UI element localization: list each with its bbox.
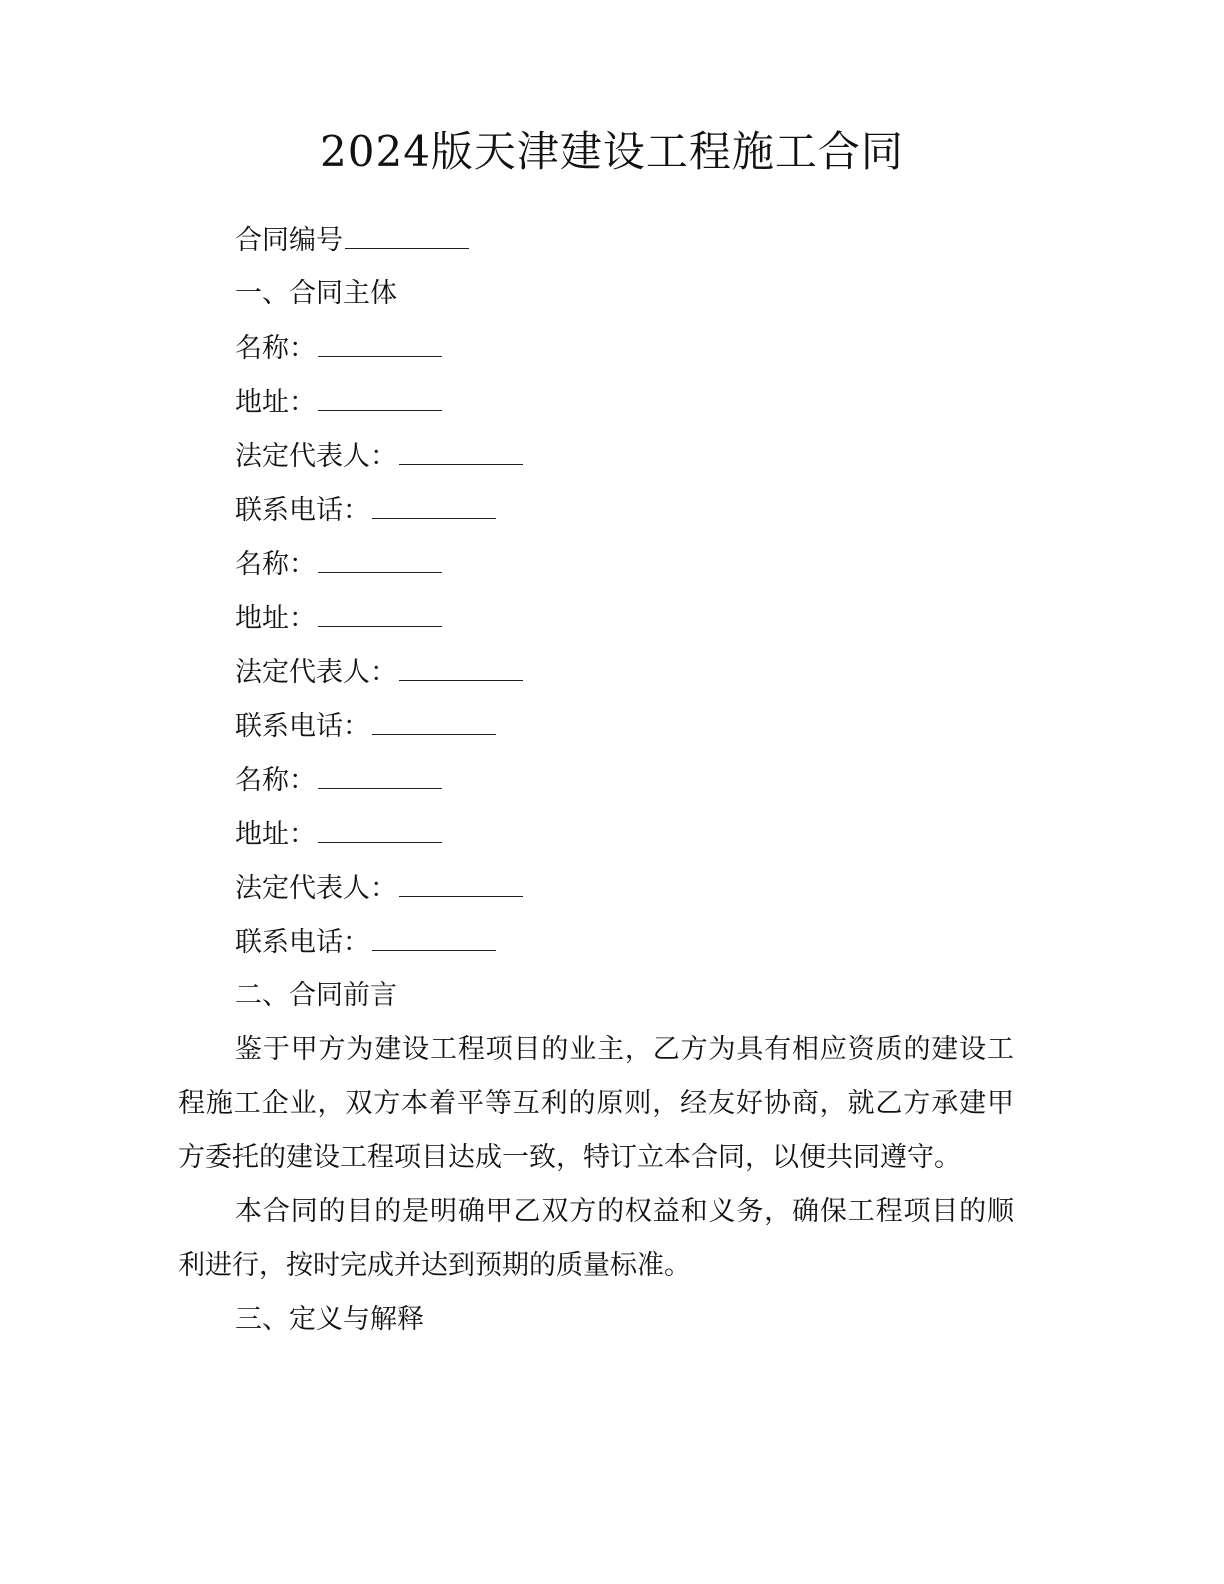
- section-heading-parties: 一、合同主体: [235, 278, 397, 309]
- party-3-legal-rep-label: 法定代表人：: [235, 873, 397, 904]
- party-2-address-blank[interactable]: [318, 600, 442, 627]
- contract-number-blank[interactable]: [345, 222, 469, 249]
- party-3-name-line: [235, 762, 442, 799]
- party-1-legal-rep-label: 法定代表人：: [235, 441, 397, 472]
- party-2-name-line: [235, 546, 442, 583]
- party-3-name-label: 名称：: [235, 765, 316, 796]
- party-3-phone-line: [235, 924, 496, 961]
- party-2-legal-rep-label: 法定代表人：: [235, 657, 397, 688]
- section-heading-preamble: 二、合同前言: [235, 980, 397, 1011]
- party-1-name-blank[interactable]: [318, 330, 442, 357]
- party-3-phone-blank[interactable]: [372, 924, 496, 951]
- party-3-name-blank[interactable]: [318, 762, 442, 789]
- document-title: 2024版天津建设工程施工合同: [320, 127, 904, 176]
- party-2-phone-blank[interactable]: [372, 708, 496, 735]
- party-1-address-line: [235, 384, 442, 421]
- party-3-address-blank[interactable]: [318, 816, 442, 843]
- party-1-legal-rep-line: [235, 438, 523, 475]
- party-1-legal-rep-blank[interactable]: [399, 438, 523, 465]
- party-1-name-line: [235, 330, 442, 367]
- party-3-phone-label: 联系电话：: [235, 927, 370, 958]
- party-2-address-line: [235, 600, 442, 637]
- section-heading-definitions: 三、定义与解释: [235, 1304, 424, 1335]
- party-3-legal-rep-blank[interactable]: [399, 870, 523, 897]
- party-2-phone-line: [235, 708, 496, 745]
- party-1-address-label: 地址：: [235, 387, 316, 418]
- party-1-phone-blank[interactable]: [372, 492, 496, 519]
- party-3-legal-rep-line: [235, 870, 523, 907]
- contract-number-line: [235, 222, 469, 259]
- contract-number-label: 合同编号: [235, 225, 343, 256]
- party-1-phone-label: 联系电话：: [235, 495, 370, 526]
- party-2-phone-label: 联系电话：: [235, 711, 370, 742]
- preamble-paragraph-2: 本合同的目的是明确甲乙双方的权益和义务，确保工程项目的顺利进行，按时完成并达到预期的质量标准。: [178, 1196, 1014, 1281]
- party-2-name-blank[interactable]: [318, 546, 442, 573]
- party-3-address-line: [235, 816, 442, 853]
- party-2-legal-rep-line: [235, 654, 523, 691]
- party-1-name-label: 名称：: [235, 333, 316, 364]
- party-2-address-label: 地址：: [235, 603, 316, 634]
- party-2-legal-rep-blank[interactable]: [399, 654, 523, 681]
- party-1-phone-line: [235, 492, 496, 529]
- preamble-paragraph-1: 鉴于甲方为建设工程项目的业主，乙方为具有相应资质的建设工程施工企业，双方本着平等互利的原则，经友好协商，就乙方承建甲方委托的建设工程项目达成一致，特订立本合同，以便共同遵守。: [178, 1034, 1014, 1173]
- party-1-address-blank[interactable]: [318, 384, 442, 411]
- party-2-name-label: 名称：: [235, 549, 316, 580]
- party-3-address-label: 地址：: [235, 819, 316, 850]
